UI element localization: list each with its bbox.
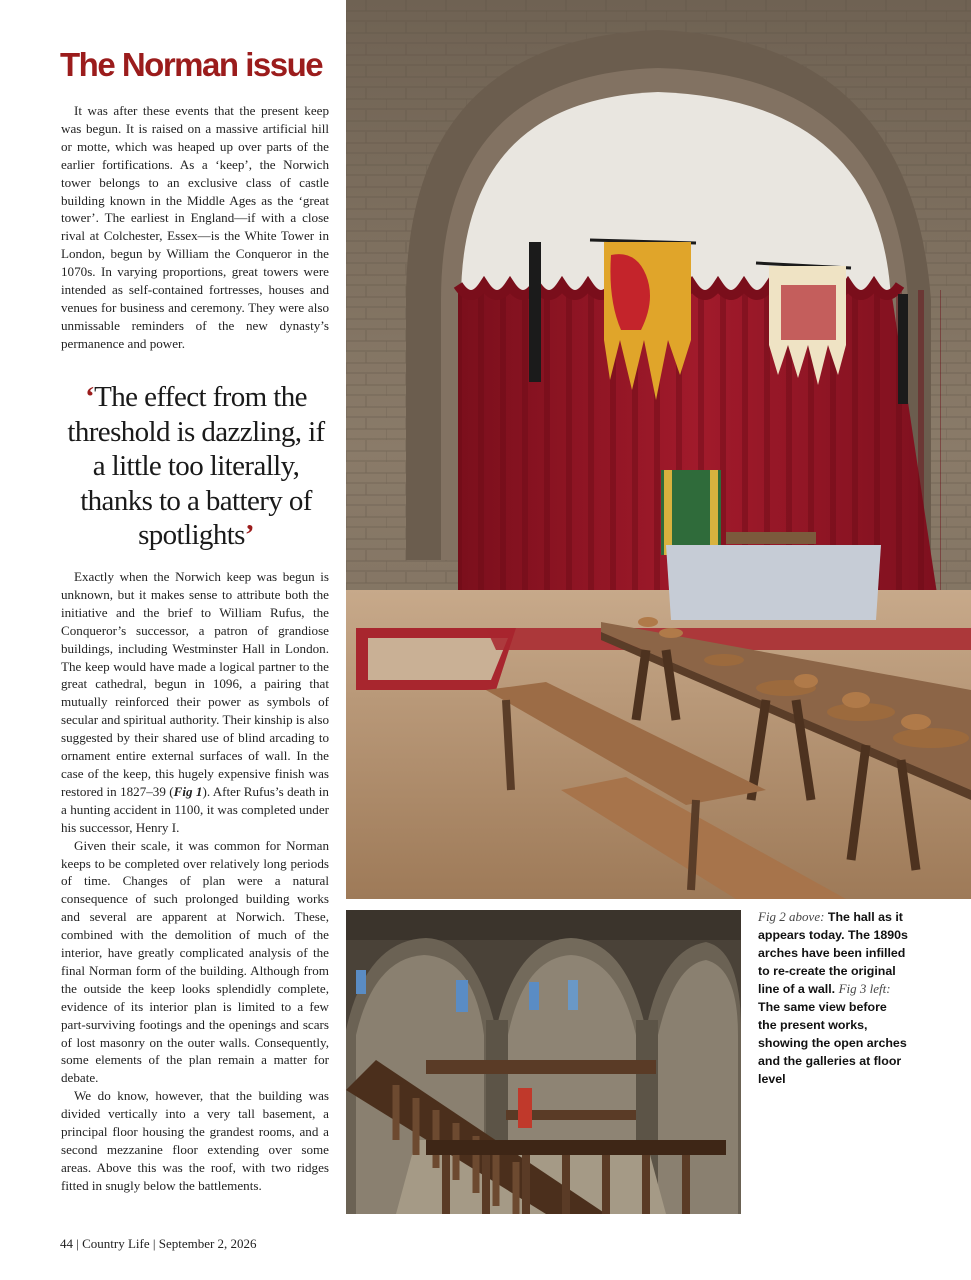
hall-photo-today-illustration	[346, 0, 971, 899]
fig2-label: Fig 2 above:	[758, 909, 825, 924]
text-column-bottom	[61, 568, 329, 1195]
figure-reference: Fig 1	[173, 783, 203, 799]
body-paragraph-2	[61, 568, 329, 837]
fig2-caption-text: The hall as it appears today. The 1890s arches have been infilled to re-create the original line of a wall.	[758, 910, 908, 996]
text-column-top	[61, 102, 329, 353]
hall-photo-before	[346, 910, 741, 1214]
body-paragraph-4: We do know, however, that the building was divided vertically into a very tall basement, a principal floor housing the grandest rooms, and a second mezzanine floor extending over some areas. Above this was the roof, with two ridges fitted in snugly below the battlements.	[61, 1088, 329, 1193]
fig3-label: Fig 3 left:	[838, 981, 891, 996]
body-paragraph-2-start: Exactly when the Norwich keep was begun is unknown, but it makes sense to attribute both the initiative and the brief to William Rufus, the Conqueror’s successor, a patron of grandiose buildings, including Westminster Hall in London. The keep would have made a logical partner to the great cathedral, begun in 1096, a pairing that mutually reinforced their power as symbols of secular and spiritual authority. Their kinship is also suggested by their shared use of blind arcading to ornament entire external surfaces of wall. In the case of the keep, this hugely expensive finish was restored in 1827–39 (	[61, 569, 330, 799]
body-paragraph-2-end: ). After Rufus’s death in a hunting accident in 1100, it was completed under his successor, Henry I.	[61, 783, 329, 835]
hall-photo-before-illustration	[346, 910, 741, 1214]
pull-quote-text: The effect from the threshold is dazzling, if a little too literally, thanks to a battery of spotlights	[67, 381, 325, 551]
open-quote-mark: ‘	[85, 381, 95, 413]
body-paragraph-1: It was after these events that the present keep was begun. It is raised on a massive artificial hill or motte, which was heaped up over parts of the earlier fortifications. As a ‘keep’, the Norwich tower belongs to an exclusive class of castle building known in the Middle Ages as the ‘great tower’. The earliest in England—if with a close rival at Colchester, Essex—is the White Tower in London, begun by William the Conqueror in the 1070s. In varying proportions, great towers were intended as self-contained fortresses, houses and venues for business and ceremony. They were also unmissable reminders of the new dynasty’s permanence and power.	[61, 103, 329, 351]
hall-photo-today	[346, 0, 971, 899]
fig3-caption-text: The same view before the present works, showing the open arches and the galleries at floor level	[758, 1000, 907, 1086]
article-title: The Norman issue	[60, 46, 323, 83]
figure-caption	[758, 908, 908, 1088]
pull-quote	[60, 380, 332, 553]
page-footer: 44 | Country Life | September 2, 2026	[60, 1236, 257, 1251]
close-quote-mark: ’	[244, 519, 254, 551]
body-paragraph-3: Given their scale, it was common for Norman keeps to be completed over relatively long periods of time. Changes of plan were a natural consequence of such prolonged building works and several are apparent at Norwich. These, combined with the demolition of much of the interior, have greatly complicated analysis of the final Norman form of the building. Although from the outside the keep looks splendidly complete, evidence of its interior plan is limited to a few part-surviving footings and the openings and scars of lost masonry on the outer walls. Consequently, some elements of the plan remain a matter for debate.	[61, 837, 329, 1086]
